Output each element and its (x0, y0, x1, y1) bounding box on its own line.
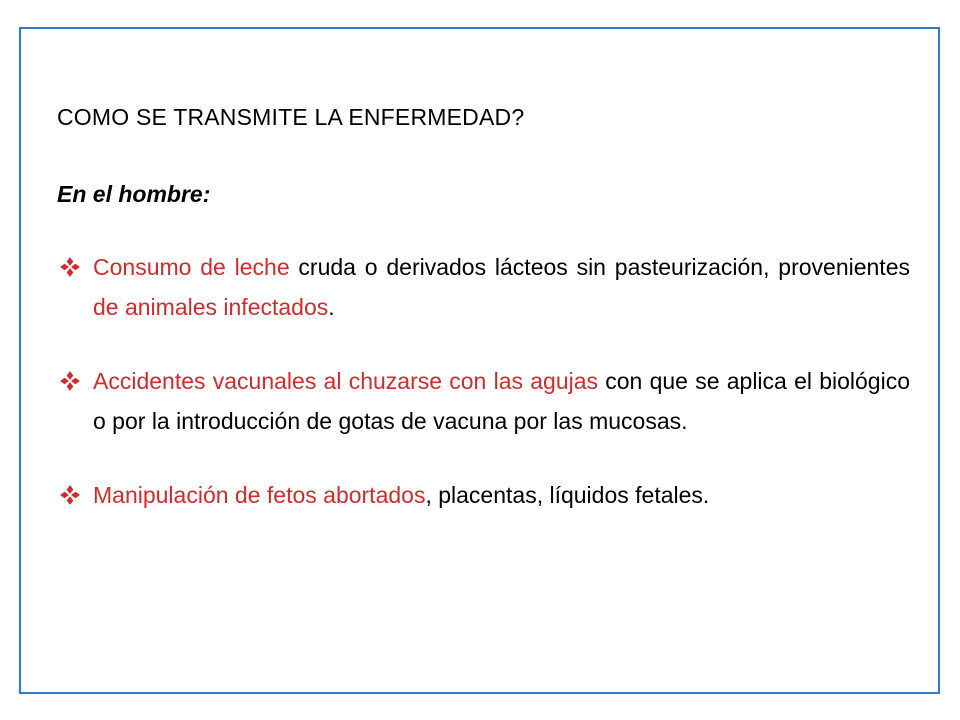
slide-content (57, 101, 910, 515)
bullet-text: cruda o derivados lácteos sin pasteurización, provenientes (289, 254, 910, 280)
bullet-highlight-text: Consumo de leche (93, 254, 290, 280)
slide-title: COMO SE TRANSMITE LA ENFERMEDAD? (57, 104, 525, 130)
diamond-bullet-icon (59, 370, 81, 392)
bullet-highlight-text: Manipulación de fetos abortados (93, 482, 426, 508)
bullet-highlight-text: de animales infectados (93, 294, 329, 320)
bullet-highlight-text: Accidentes vacunales al chuzarse con las agujas (93, 368, 599, 394)
bullet-text: . (328, 294, 335, 320)
bullet-list (57, 247, 910, 515)
section-subtitle: En el hombre: (57, 181, 211, 207)
diamond-bullet-icon (59, 484, 81, 506)
list-item (57, 247, 910, 327)
bullet-text: , placentas, líquidos fetales. (425, 482, 710, 508)
list-item (57, 475, 910, 515)
list-item (57, 361, 910, 441)
bullet-text: con que se aplica el biológico o por la introducción de gotas de vacuna por las mucosas. (93, 368, 910, 434)
diamond-bullet-icon (59, 256, 81, 278)
